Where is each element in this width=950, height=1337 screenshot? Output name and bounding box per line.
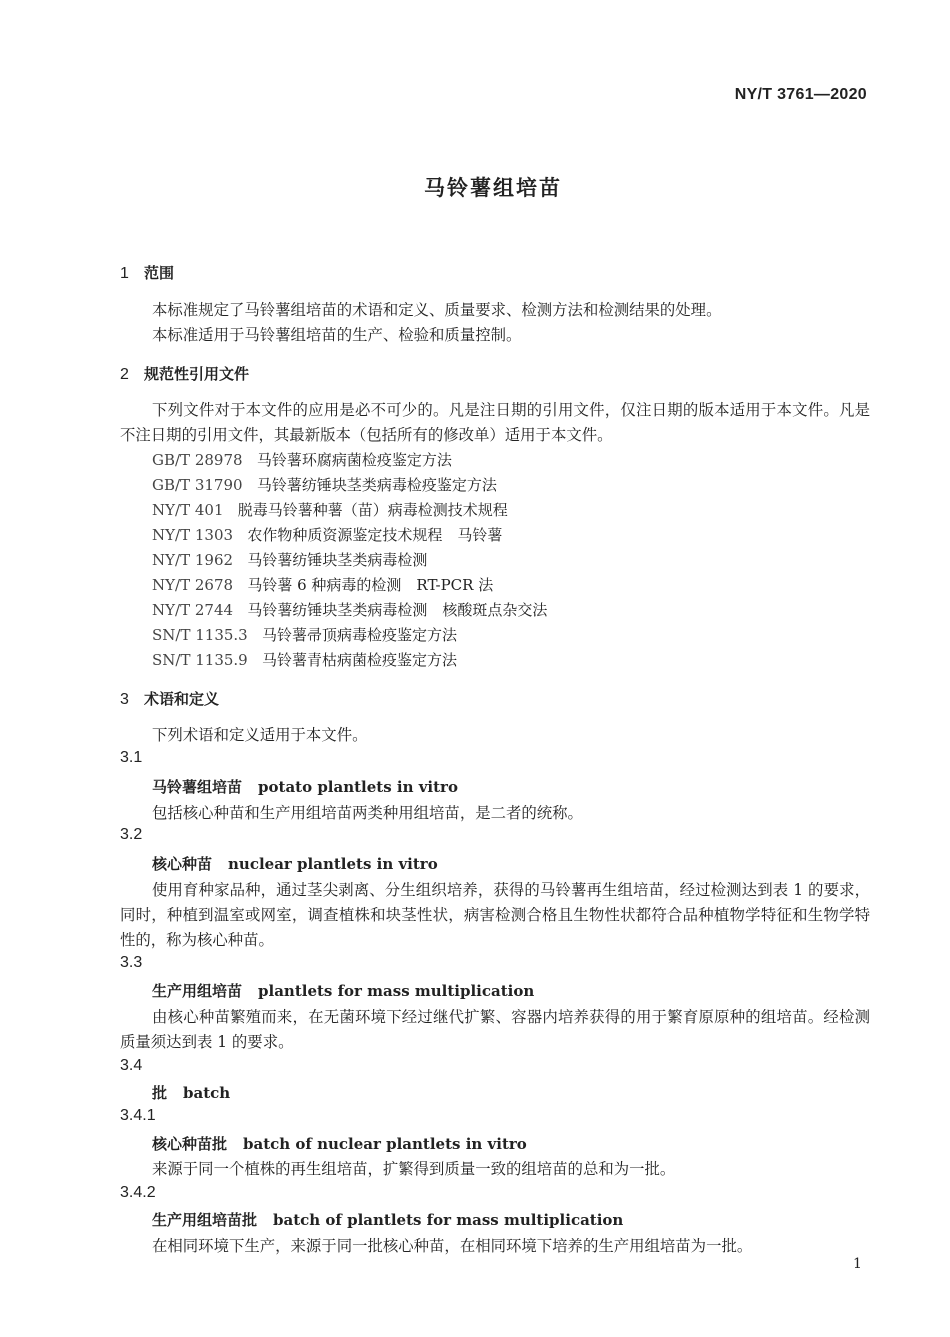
reference-code: NY/T 2744	[152, 601, 234, 619]
term-entry	[152, 1209, 623, 1230]
clause-number: 3.4.1	[120, 1107, 156, 1124]
reference-code: NY/T 2678	[152, 576, 234, 594]
reference-code: NY/T 1303	[152, 526, 234, 544]
section-heading-s2	[120, 363, 249, 384]
section-title: 术语和定义	[144, 690, 220, 708]
term-chinese: 核心种苗批	[152, 1135, 228, 1153]
reference-code: NY/T 401	[152, 501, 224, 519]
section-number: 3	[120, 691, 129, 708]
scope-paragraph: 本标准适用于马铃薯组培苗的生产、检验和质量控制。	[152, 326, 522, 344]
term-chinese: 马铃薯组培苗	[152, 778, 243, 796]
terms-intro: 下列术语和定义适用于本文件。	[152, 726, 368, 744]
term-definition: 来源于同一个植株的再生组培苗，扩繁得到质量一致的组培苗的总和为一批。	[152, 1160, 676, 1178]
reference-code: GB/T 31790	[152, 476, 243, 494]
reference-item	[152, 449, 452, 470]
term-english: batch	[183, 1084, 231, 1102]
reference-item	[152, 574, 493, 595]
term-english: potato plantlets in vitro	[258, 778, 458, 796]
term-entry	[152, 1133, 527, 1154]
reference-code: SN/T 1135.9	[152, 651, 248, 669]
reference-item	[152, 599, 547, 620]
term-english: nuclear plantlets in vitro	[228, 855, 438, 873]
term-definition: 使用育种家品种，通过茎尖剥离、分生组织培养，获得的马铃薯再生组培苗，经过检测达到表 1 的要求，同时，种植到温室或网室，调查植株和块茎性状，病害检测合格且生物性状都符合品种植物学特征和生物学特性的，称为核心种苗。	[120, 881, 870, 949]
clause-number: 3.1	[120, 749, 143, 766]
term-english: plantlets for mass multiplication	[258, 982, 535, 1000]
reference-code: SN/T 1135.3	[152, 626, 248, 644]
term-entry	[152, 853, 438, 874]
term-chinese: 核心种苗	[152, 855, 213, 873]
references-intro: 下列文件对于本文件的应用是必不可少的。凡是注日期的引用文件，仅注日期的版本适用于本文件。凡是不注日期的引用文件，其最新版本（包括所有的修改单）适用于本文件。	[120, 401, 870, 444]
section-title: 范围	[144, 264, 175, 282]
term-chinese: 生产用组培苗批	[152, 1211, 258, 1229]
section-heading-s1	[120, 262, 174, 283]
document-title: 马铃薯组培苗	[424, 176, 562, 200]
reference-title: 马铃薯青枯病菌检疫鉴定方法	[262, 651, 458, 669]
reference-title: 马铃薯纺锤块茎类病毒检测 核酸斑点杂交法	[247, 601, 548, 619]
term-definition: 在相同环境下生产，来源于同一批核心种苗，在相同环境下培养的生产用组培苗为一批。	[152, 1237, 753, 1255]
term-chinese: 批	[152, 1084, 168, 1102]
reference-title: 农作物种质资源鉴定技术规程 马铃薯	[247, 526, 503, 544]
term-entry	[152, 1082, 230, 1103]
term-english: batch of plantlets for mass multiplication	[273, 1211, 624, 1229]
reference-title: 马铃薯帚顶病毒检疫鉴定方法	[262, 626, 458, 644]
reference-code: GB/T 28978	[152, 451, 243, 469]
term-english: batch of nuclear plantlets in vitro	[243, 1135, 527, 1153]
reference-item	[152, 499, 508, 520]
clause-number: 3.3	[120, 954, 143, 971]
reference-title: 马铃薯纺锤块茎类病毒检测	[247, 551, 428, 569]
reference-item	[152, 549, 427, 570]
term-definition: 包括核心种苗和生产用组培苗两类种用组培苗，是二者的统称。	[152, 804, 583, 822]
reference-item	[152, 624, 457, 645]
section-number: 1	[120, 265, 129, 282]
clause-number: 3.4	[120, 1057, 143, 1074]
section-number: 2	[120, 366, 129, 383]
reference-title: 马铃薯 6 种病毒的检测 RT-PCR 法	[247, 576, 494, 594]
section-title: 规范性引用文件	[144, 365, 250, 383]
reference-title: 马铃薯环腐病菌检疫鉴定方法	[256, 451, 452, 469]
reference-item	[152, 524, 502, 545]
standard-code: NY/T 3761—2020	[734, 86, 867, 103]
clause-number: 3.2	[120, 826, 143, 843]
page-number: 1	[853, 1256, 862, 1272]
term-definition: 由核心种苗繁殖而来，在无菌环境下经过继代扩繁、容器内培养获得的用于繁育原原种的组培苗。经检测质量须达到表 1 的要求。	[120, 1008, 870, 1051]
term-chinese: 生产用组培苗	[152, 982, 243, 1000]
clause-number: 3.4.2	[120, 1184, 156, 1201]
section-heading-s3	[120, 688, 219, 709]
reference-item	[152, 649, 457, 670]
reference-item	[152, 474, 497, 495]
term-entry	[152, 980, 534, 1001]
term-entry	[152, 776, 458, 797]
reference-title: 马铃薯纺锤块茎类病毒检疫鉴定方法	[256, 476, 497, 494]
scope-paragraph: 本标准规定了马铃薯组培苗的术语和定义、质量要求、检测方法和检测结果的处理。	[152, 301, 722, 319]
reference-title: 脱毒马铃薯种薯（苗）病毒检测技术规程	[237, 501, 508, 519]
reference-code: NY/T 1962	[152, 551, 234, 569]
